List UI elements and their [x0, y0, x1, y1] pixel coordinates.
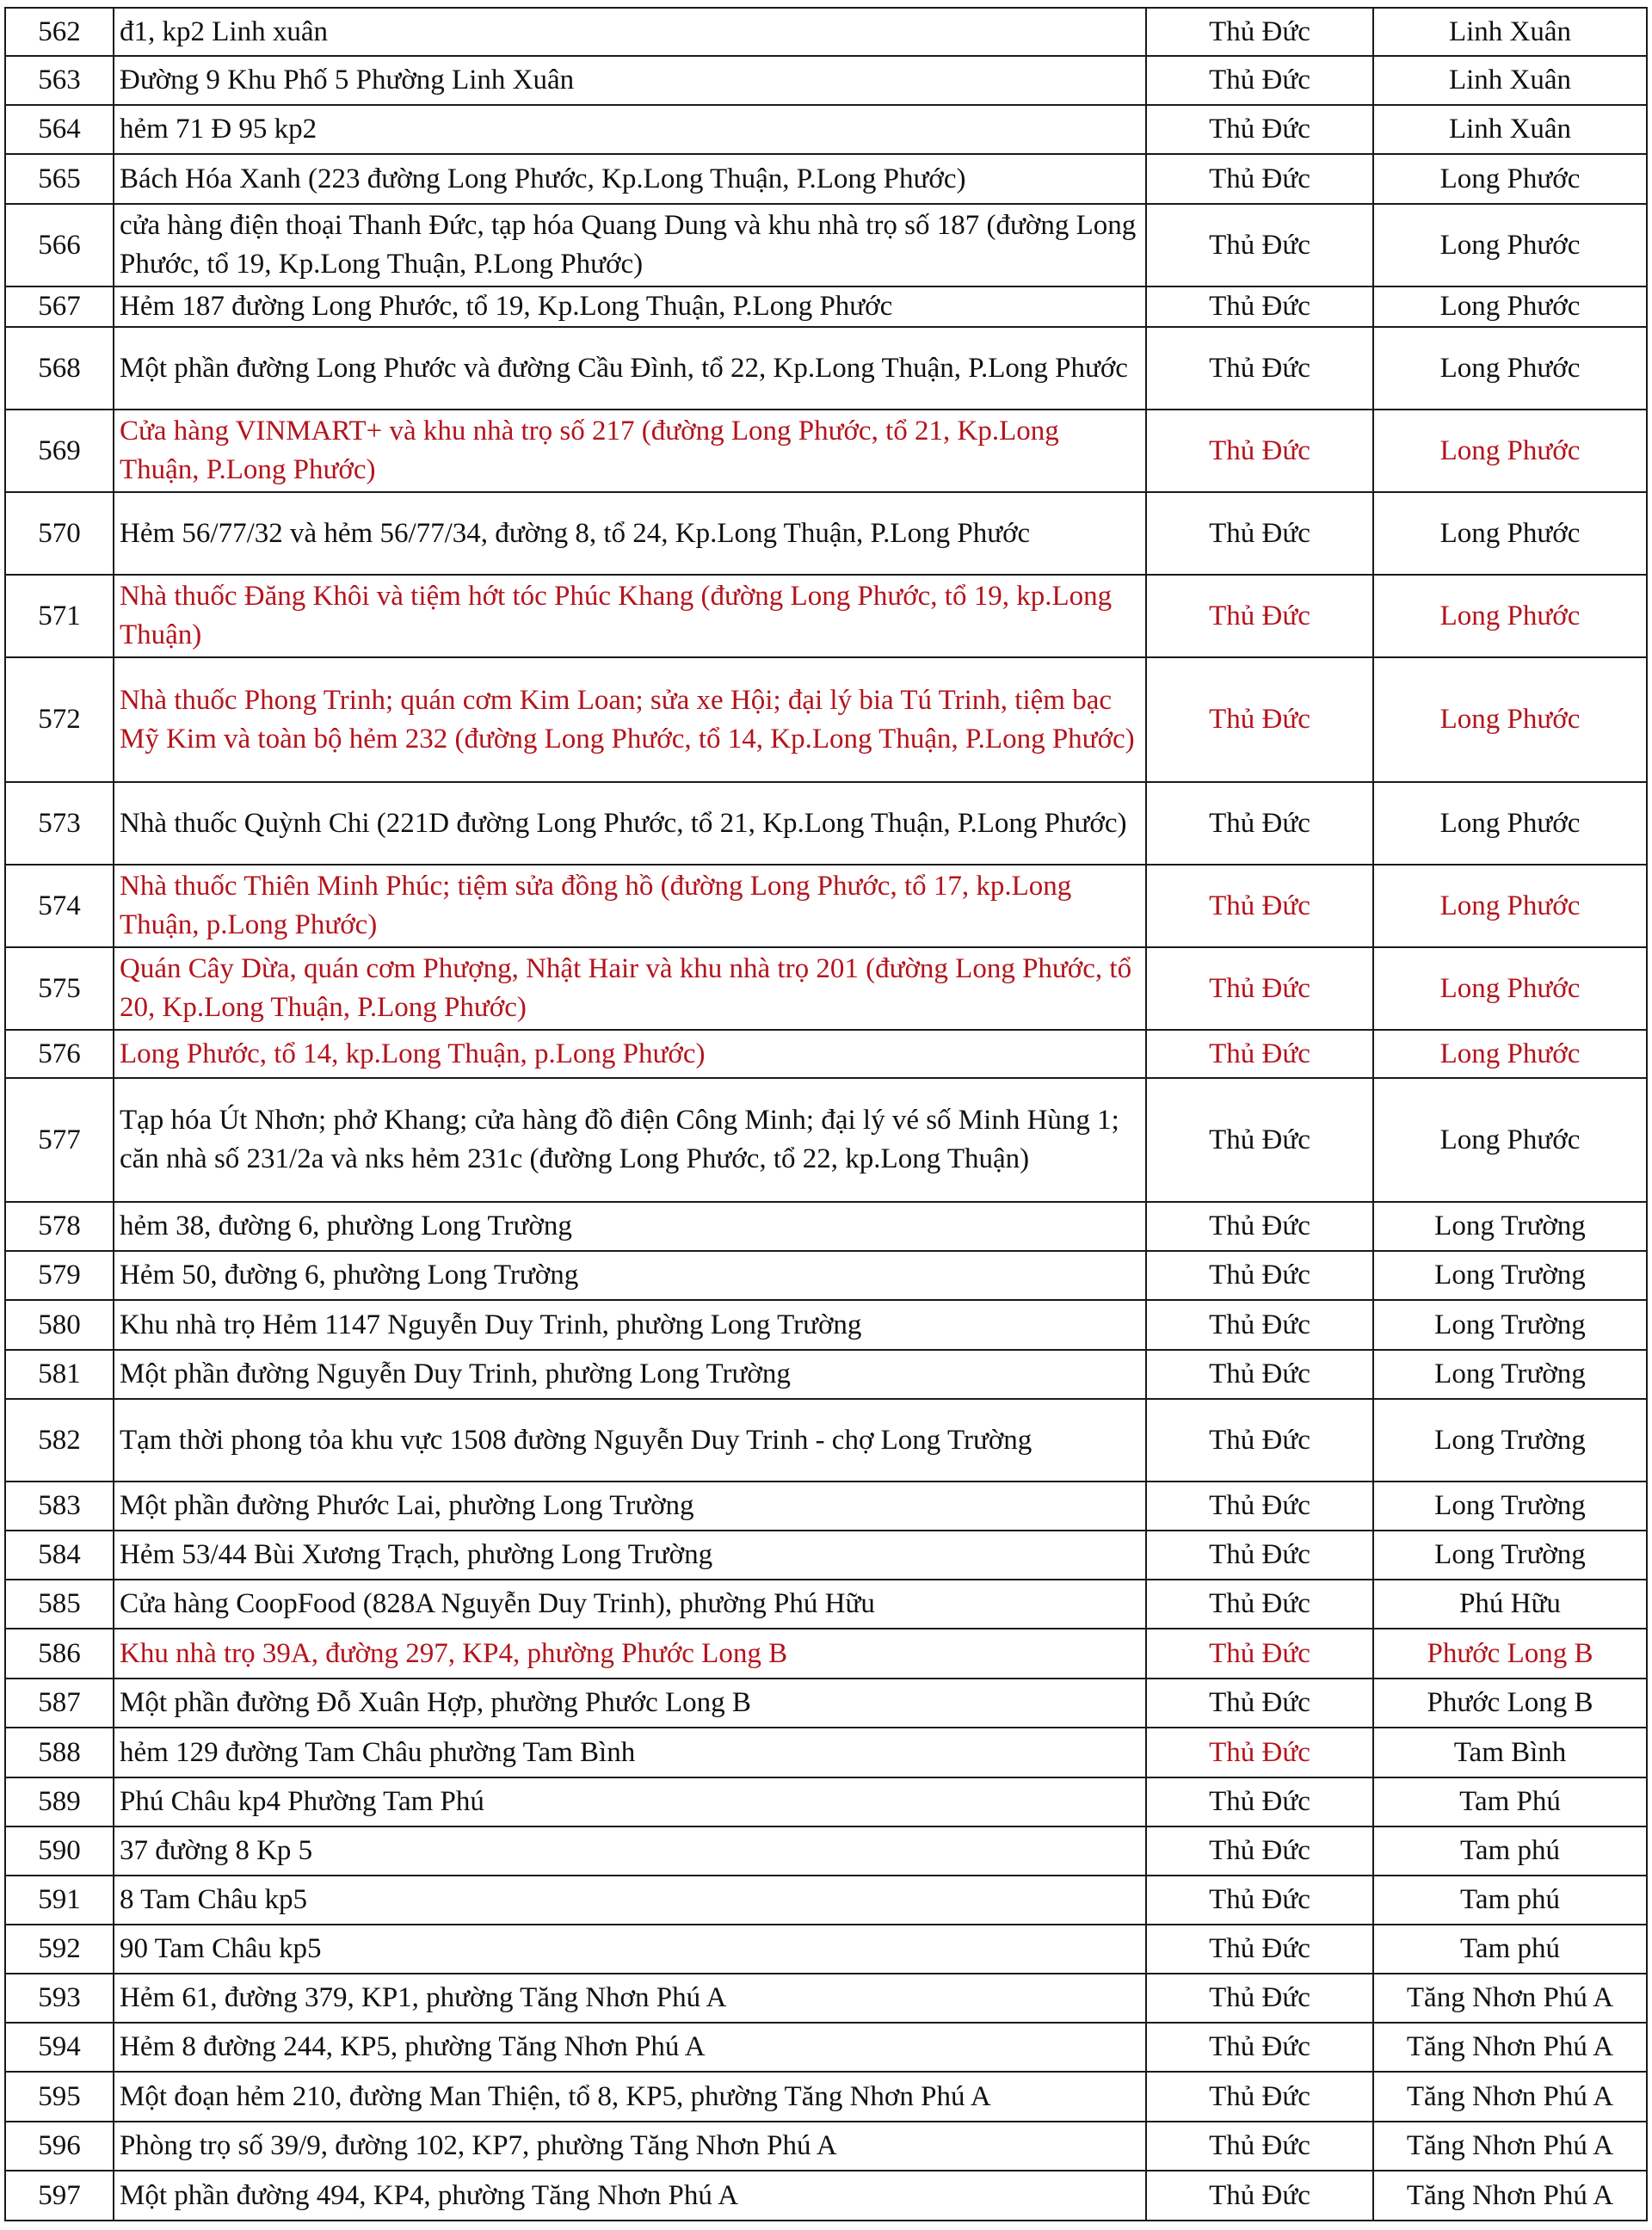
- address-cell: Cửa hàng VINMART+ và khu nhà trọ số 217 (đường Long Phước, tổ 21, Kp.Long Thuận, P.Long Phước): [114, 410, 1146, 492]
- ward-cell: Tăng Nhơn Phú A: [1373, 2171, 1647, 2221]
- row-number-cell: 597: [5, 2171, 114, 2221]
- address-cell: Một phần đường Phước Lai, phường Long Trường: [114, 1482, 1146, 1531]
- table-row: [5, 1925, 1647, 1974]
- district-cell: Thủ Đức: [1146, 1827, 1373, 1876]
- row-number-cell: 564: [5, 105, 114, 154]
- row-number-cell: 570: [5, 492, 114, 575]
- address-cell: Hẻm 61, đường 379, KP1, phường Tăng Nhơn Phú A: [114, 1974, 1146, 2023]
- address-cell: Bách Hóa Xanh (223 đường Long Phước, Kp.Long Thuận, P.Long Phước): [114, 154, 1146, 204]
- document-sheet: [4, 7, 1646, 2221]
- address-cell: Một phần đường Long Phước và đường Cầu Đình, tổ 22, Kp.Long Thuận, P.Long Phước: [114, 327, 1146, 410]
- ward-cell: Long Phước: [1373, 782, 1647, 865]
- address-cell: 90 Tam Châu kp5: [114, 1925, 1146, 1974]
- district-cell: Thủ Đức: [1146, 1679, 1373, 1728]
- district-cell: Thủ Đức: [1146, 2122, 1373, 2171]
- row-number-cell: 595: [5, 2072, 114, 2122]
- table-row: [5, 1202, 1647, 1251]
- district-cell: Thủ Đức: [1146, 1629, 1373, 1679]
- address-cell: Một phần đường 494, KP4, phường Tăng Nhơn Phú A: [114, 2171, 1146, 2221]
- row-number-cell: 591: [5, 1876, 114, 1925]
- row-number-cell: 589: [5, 1777, 114, 1827]
- district-cell: Thủ Đức: [1146, 410, 1373, 492]
- address-cell: Một đoạn hẻm 210, đường Man Thiện, tổ 8, KP5, phường Tăng Nhơn Phú A: [114, 2072, 1146, 2122]
- row-number-cell: 596: [5, 2122, 114, 2171]
- table-row: [5, 1531, 1647, 1580]
- district-cell: Thủ Đức: [1146, 1251, 1373, 1300]
- district-cell: Thủ Đức: [1146, 1202, 1373, 1251]
- table-row: [5, 154, 1647, 204]
- district-cell: Thủ Đức: [1146, 2072, 1373, 2122]
- row-number-cell: 571: [5, 575, 114, 657]
- table-row: [5, 105, 1647, 154]
- district-cell: Thủ Đức: [1146, 1078, 1373, 1202]
- address-cell: hẻm 71 Đ 95 kp2: [114, 105, 1146, 154]
- ward-cell: Linh Xuân: [1373, 105, 1647, 154]
- address-cell: Quán Cây Dừa, quán cơm Phượng, Nhật Hair và khu nhà trọ 201 (đường Long Phước, tổ 20, Kp.Long Thuận, P.Long Phước): [114, 947, 1146, 1030]
- row-number-cell: 572: [5, 657, 114, 782]
- address-cell: Nhà thuốc Thiên Minh Phúc; tiệm sửa đồng hồ (đường Long Phước, tổ 17, kp.Long Thuận, p.Long Phước): [114, 865, 1146, 947]
- district-cell: Thủ Đức: [1146, 492, 1373, 575]
- row-number-cell: 578: [5, 1202, 114, 1251]
- address-cell: Hẻm 187 đường Long Phước, tổ 19, Kp.Long Thuận, P.Long Phước: [114, 286, 1146, 327]
- table-row: [5, 1300, 1647, 1350]
- district-cell: Thủ Đức: [1146, 1300, 1373, 1350]
- address-cell: Phòng trọ số 39/9, đường 102, KP7, phường Tăng Nhơn Phú A: [114, 2122, 1146, 2171]
- district-cell: Thủ Đức: [1146, 1728, 1373, 1777]
- table-row: [5, 1580, 1647, 1629]
- address-cell: Nhà thuốc Phong Trinh; quán cơm Kim Loan; sửa xe Hội; đại lý bia Tú Trinh, tiệm bạc Mỹ Kim và toàn bộ hẻm 232 (đường Long Phước, tổ 14, Kp.Long Thuận, P.Long Phước): [114, 657, 1146, 782]
- row-number-cell: 588: [5, 1728, 114, 1777]
- table-row: [5, 410, 1647, 492]
- district-cell: Thủ Đức: [1146, 1399, 1373, 1482]
- district-cell: Thủ Đức: [1146, 327, 1373, 410]
- ward-cell: Long Phước: [1373, 1078, 1647, 1202]
- address-cell: Hẻm 8 đường 244, KP5, phường Tăng Nhơn Phú A: [114, 2023, 1146, 2072]
- ward-cell: Long Phước: [1373, 154, 1647, 204]
- ward-cell: Long Phước: [1373, 410, 1647, 492]
- address-cell: Tạm thời phong tỏa khu vực 1508 đường Nguyễn Duy Trinh - chợ Long Trường: [114, 1399, 1146, 1482]
- row-number-cell: 562: [5, 8, 114, 56]
- ward-cell: Long Trường: [1373, 1482, 1647, 1531]
- address-cell: 37 đường 8 Kp 5: [114, 1827, 1146, 1876]
- table-row: [5, 286, 1647, 327]
- address-cell: đ1, kp2 Linh xuân: [114, 8, 1146, 56]
- ward-cell: Tăng Nhơn Phú A: [1373, 2023, 1647, 2072]
- table-row: [5, 2122, 1647, 2171]
- address-cell: Tạp hóa Út Nhơn; phở Khang; cửa hàng đồ điện Công Minh; đại lý vé số Minh Hùng 1; căn nhà số 231/2a và nks hẻm 231c (đường Long Phước, tổ 22, kp.Long Thuận): [114, 1078, 1146, 1202]
- ward-cell: Long Phước: [1373, 947, 1647, 1030]
- address-cell: Nhà thuốc Đăng Khôi và tiệm hớt tóc Phúc Khang (đường Long Phước, tổ 19, kp.Long Thuận): [114, 575, 1146, 657]
- table-row: [5, 657, 1647, 782]
- district-cell: Thủ Đức: [1146, 865, 1373, 947]
- lockdown-locations-table: [4, 7, 1648, 2221]
- table-row: [5, 2023, 1647, 2072]
- address-cell: Nhà thuốc Quỳnh Chi (221D đường Long Phước, tổ 21, Kp.Long Thuận, P.Long Phước): [114, 782, 1146, 865]
- district-cell: Thủ Đức: [1146, 2171, 1373, 2221]
- table-row: [5, 1030, 1647, 1078]
- row-number-cell: 581: [5, 1350, 114, 1399]
- table-row: [5, 1629, 1647, 1679]
- row-number-cell: 584: [5, 1531, 114, 1580]
- ward-cell: Long Trường: [1373, 1202, 1647, 1251]
- ward-cell: Tam phú: [1373, 1827, 1647, 1876]
- ward-cell: Long Trường: [1373, 1300, 1647, 1350]
- address-cell: Cửa hàng CoopFood (828A Nguyễn Duy Trinh), phường Phú Hữu: [114, 1580, 1146, 1629]
- table-row: [5, 8, 1647, 56]
- ward-cell: Long Phước: [1373, 865, 1647, 947]
- row-number-cell: 582: [5, 1399, 114, 1482]
- table-body: [5, 8, 1647, 2221]
- table-row: [5, 327, 1647, 410]
- ward-cell: Tam phú: [1373, 1925, 1647, 1974]
- ward-cell: Linh Xuân: [1373, 56, 1647, 105]
- ward-cell: Phú Hữu: [1373, 1580, 1647, 1629]
- row-number-cell: 593: [5, 1974, 114, 2023]
- table-row: [5, 1679, 1647, 1728]
- row-number-cell: 568: [5, 327, 114, 410]
- row-number-cell: 590: [5, 1827, 114, 1876]
- district-cell: Thủ Đức: [1146, 1974, 1373, 2023]
- address-cell: Hẻm 56/77/32 và hẻm 56/77/34, đường 8, tổ 24, Kp.Long Thuận, P.Long Phước: [114, 492, 1146, 575]
- row-number-cell: 586: [5, 1629, 114, 1679]
- row-number-cell: 566: [5, 204, 114, 286]
- table-row: [5, 947, 1647, 1030]
- table-row: [5, 1350, 1647, 1399]
- district-cell: Thủ Đức: [1146, 1777, 1373, 1827]
- row-number-cell: 569: [5, 410, 114, 492]
- table-row: [5, 1399, 1647, 1482]
- table-row: [5, 1777, 1647, 1827]
- row-number-cell: 594: [5, 2023, 114, 2072]
- table-row: [5, 56, 1647, 105]
- ward-cell: Long Phước: [1373, 657, 1647, 782]
- row-number-cell: 579: [5, 1251, 114, 1300]
- district-cell: Thủ Đức: [1146, 782, 1373, 865]
- address-cell: Long Phước, tổ 14, kp.Long Thuận, p.Long Phước): [114, 1030, 1146, 1078]
- row-number-cell: 563: [5, 56, 114, 105]
- district-cell: Thủ Đức: [1146, 286, 1373, 327]
- ward-cell: Long Phước: [1373, 492, 1647, 575]
- ward-cell: Phước Long B: [1373, 1679, 1647, 1728]
- ward-cell: Linh Xuân: [1373, 8, 1647, 56]
- district-cell: Thủ Đức: [1146, 947, 1373, 1030]
- district-cell: Thủ Đức: [1146, 575, 1373, 657]
- row-number-cell: 585: [5, 1580, 114, 1629]
- district-cell: Thủ Đức: [1146, 8, 1373, 56]
- row-number-cell: 580: [5, 1300, 114, 1350]
- district-cell: Thủ Đức: [1146, 2023, 1373, 2072]
- table-row: [5, 1482, 1647, 1531]
- row-number-cell: 587: [5, 1679, 114, 1728]
- address-cell: Khu nhà trọ 39A, đường 297, KP4, phường Phước Long B: [114, 1629, 1146, 1679]
- ward-cell: Long Trường: [1373, 1350, 1647, 1399]
- ward-cell: Tăng Nhơn Phú A: [1373, 2122, 1647, 2171]
- ward-cell: Long Phước: [1373, 1030, 1647, 1078]
- district-cell: Thủ Đức: [1146, 1030, 1373, 1078]
- row-number-cell: 575: [5, 947, 114, 1030]
- table-row: [5, 575, 1647, 657]
- row-number-cell: 592: [5, 1925, 114, 1974]
- address-cell: Một phần đường Đỗ Xuân Hợp, phường Phước Long B: [114, 1679, 1146, 1728]
- district-cell: Thủ Đức: [1146, 1876, 1373, 1925]
- row-number-cell: 583: [5, 1482, 114, 1531]
- row-number-cell: 565: [5, 154, 114, 204]
- ward-cell: Tam Phú: [1373, 1777, 1647, 1827]
- table-row: [5, 1876, 1647, 1925]
- ward-cell: Long Phước: [1373, 204, 1647, 286]
- district-cell: Thủ Đức: [1146, 657, 1373, 782]
- ward-cell: Phước Long B: [1373, 1629, 1647, 1679]
- address-cell: hẻm 38, đường 6, phường Long Trường: [114, 1202, 1146, 1251]
- district-cell: Thủ Đức: [1146, 154, 1373, 204]
- table-row: [5, 204, 1647, 286]
- address-cell: 8 Tam Châu kp5: [114, 1876, 1146, 1925]
- address-cell: Hẻm 53/44 Bùi Xương Trạch, phường Long Trường: [114, 1531, 1146, 1580]
- row-number-cell: 574: [5, 865, 114, 947]
- address-cell: hẻm 129 đường Tam Châu phường Tam Bình: [114, 1728, 1146, 1777]
- district-cell: Thủ Đức: [1146, 105, 1373, 154]
- district-cell: Thủ Đức: [1146, 1580, 1373, 1629]
- table-row: [5, 1974, 1647, 2023]
- ward-cell: Long Phước: [1373, 286, 1647, 327]
- ward-cell: Tăng Nhơn Phú A: [1373, 1974, 1647, 2023]
- address-cell: Đường 9 Khu Phố 5 Phường Linh Xuân: [114, 56, 1146, 105]
- address-cell: cửa hàng điện thoại Thanh Đức, tạp hóa Quang Dung và khu nhà trọ số 187 (đường Long Phước, tổ 19, Kp.Long Thuận, P.Long Phước): [114, 204, 1146, 286]
- district-cell: Thủ Đức: [1146, 1925, 1373, 1974]
- ward-cell: Long Phước: [1373, 327, 1647, 410]
- table-row: [5, 2072, 1647, 2122]
- address-cell: Khu nhà trọ Hẻm 1147 Nguyễn Duy Trinh, phường Long Trường: [114, 1300, 1146, 1350]
- table-row: [5, 865, 1647, 947]
- row-number-cell: 576: [5, 1030, 114, 1078]
- district-cell: Thủ Đức: [1146, 1350, 1373, 1399]
- ward-cell: Tam phú: [1373, 1876, 1647, 1925]
- district-cell: Thủ Đức: [1146, 1482, 1373, 1531]
- row-number-cell: 577: [5, 1078, 114, 1202]
- table-row: [5, 1078, 1647, 1202]
- table-row: [5, 1728, 1647, 1777]
- ward-cell: Long Trường: [1373, 1251, 1647, 1300]
- ward-cell: Long Trường: [1373, 1531, 1647, 1580]
- table-row: [5, 782, 1647, 865]
- address-cell: Phú Châu kp4 Phường Tam Phú: [114, 1777, 1146, 1827]
- table-row: [5, 2171, 1647, 2221]
- ward-cell: Tam Bình: [1373, 1728, 1647, 1777]
- district-cell: Thủ Đức: [1146, 1531, 1373, 1580]
- row-number-cell: 573: [5, 782, 114, 865]
- table-row: [5, 1251, 1647, 1300]
- table-row: [5, 492, 1647, 575]
- address-cell: Hẻm 50, đường 6, phường Long Trường: [114, 1251, 1146, 1300]
- address-cell: Một phần đường Nguyễn Duy Trinh, phường Long Trường: [114, 1350, 1146, 1399]
- ward-cell: Tăng Nhơn Phú A: [1373, 2072, 1647, 2122]
- ward-cell: Long Trường: [1373, 1399, 1647, 1482]
- table-row: [5, 1827, 1647, 1876]
- district-cell: Thủ Đức: [1146, 204, 1373, 286]
- ward-cell: Long Phước: [1373, 575, 1647, 657]
- district-cell: Thủ Đức: [1146, 56, 1373, 105]
- row-number-cell: 567: [5, 286, 114, 327]
